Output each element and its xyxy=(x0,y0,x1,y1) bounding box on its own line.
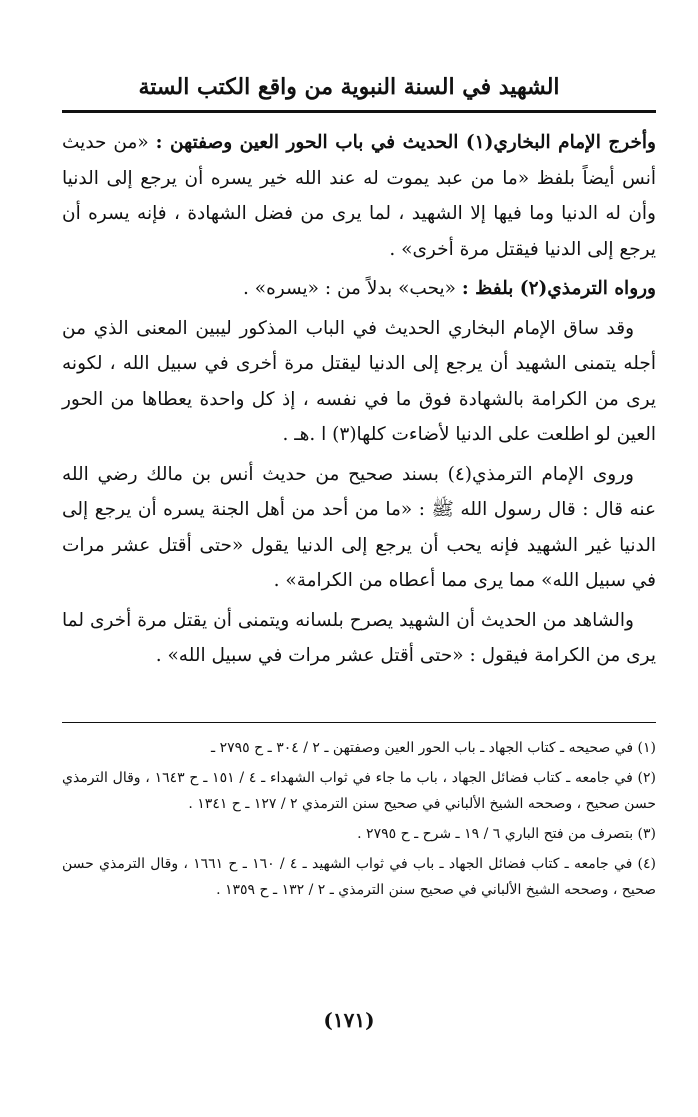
footnotes xyxy=(62,735,656,907)
paragraph-2-lead: ورواه الترمذي(٢) بلفظ : xyxy=(461,278,656,299)
page-number: (١٧١) xyxy=(323,1008,375,1032)
paragraph-1-text: «من حديث أنس أيضاً بلفظ «ما من عبد يموت له عند الله خير يسره أن يرجع إلى الدنيا وأن له الدنيا وما فيها إلا الشهيد ، لما يرى من فضل الشهادة ، فإنه يسره أن يرجع إلى الدنيا فيقتل مرة أخرى» . xyxy=(62,132,656,260)
footnote-4: (٤) في جامعه ـ كتاب فضائل الجهاد ـ باب في ثواب الشهيد ـ ٤ / ١٦٠ ـ ح ١٦٦١ ، وقال الترمذي حسن صحيح ، وصححه الشيخ الألباني في صحيح سنن الترمذي ـ ٢ / ١٣٢ ـ ح ١٣٥٩ . xyxy=(62,856,657,898)
paragraph-2-text: «يحب» بدلاً من : «يسره» . xyxy=(243,278,457,299)
paragraph-4 xyxy=(62,457,656,599)
footnote-divider xyxy=(62,722,656,723)
paragraph-5-text: والشاهد من الحديث أن الشهيد يصرح بلسانه ويتمنى أن يقتل مرة أخرى لما يرى من الكرامة فيقول : «حتى أقتل عشر مرات في سبيل الله» . xyxy=(62,609,656,666)
running-header-title: الشهيد في السنة النبوية من واقع الكتب الستة xyxy=(138,74,560,100)
paragraph-5 xyxy=(62,603,656,674)
footnote-3: (٣) بتصرف من فتح الباري ٦ / ١٩ ـ شرح ـ ح ٢٧٩٥ . xyxy=(357,826,656,842)
paragraph-1 xyxy=(62,125,656,267)
footnote-1: (١) في صحيحه ـ كتاب الجهاد ـ باب الحور العين وصفتهن ـ ٢ / ٣٠٤ ـ ح ٢٧٩٥ ـ xyxy=(211,740,656,756)
footnote-2: (٢) في جامعه ـ كتاب فضائل الجهاد ، باب ما جاء في ثواب الشهداء ـ ٤ / ١٥١ ـ ح ١٦٤٣ ، وقال الترمذي حسن صحيح ، وصححه الشيخ الألباني في صحيح سنن الترمذي ٢ / ١٢٧ ـ ح ١٣٤١ . xyxy=(62,770,656,812)
main-text xyxy=(62,125,656,678)
paragraph-1-lead: وأخرج الإمام البخاري(١) الحديث في باب الحور العين وصفتهن : xyxy=(155,132,656,153)
header-divider xyxy=(62,110,656,113)
paragraph-3-text: وقد ساق الإمام البخاري الحديث في الباب المذكور ليبين المعنى الذي من أجله يتمنى الشهيد أن يرجع إلى الدنيا ليقتل مرة أخرى في سبيل الله ، لكونه يرى من الكرامة بالشهادة فوق ما في نفسه ، إذ كل واحدة يعطاها من الحور العين لو اطلعت على الدنيا لأضاءت كلها(٣) ا .هـ . xyxy=(62,317,656,445)
paragraph-2 xyxy=(62,271,656,307)
paragraph-4-text: وروى الإمام الترمذي(٤) بسند صحيح من حديث أنس بن مالك رضي الله عنه قال : قال رسول الله ﷺ : «ما من أحد من أهل الجنة يسره أن يرجع إلى الدنيا غير الشهيد فإنه يحب أن يرجع إلى الدنيا يقول «حتى أقتل عشر مرات في سبيل الله» مما يرى مما أعطاه من الكرامة» . xyxy=(62,463,656,591)
paragraph-3 xyxy=(62,311,656,453)
